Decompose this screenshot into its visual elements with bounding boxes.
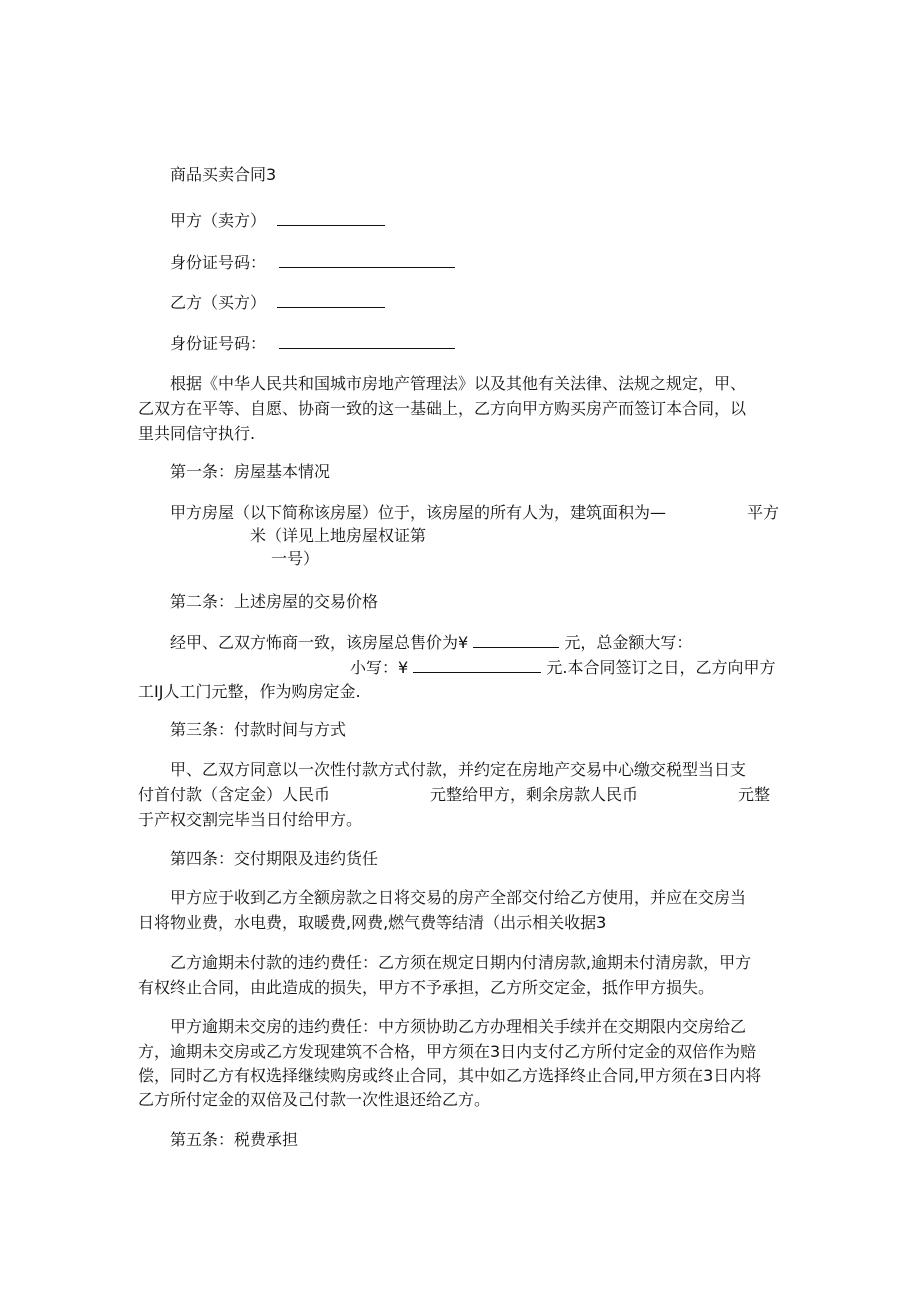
- id-b-label: 身份证号码：: [170, 334, 267, 353]
- article4-para1-line: 甲方应于收到乙方全额房款之日将交易的房产全部交付给乙方使用，并应在交房当: [170, 888, 747, 907]
- party-a-row: [170, 210, 385, 231]
- party-a-blank[interactable]: [277, 210, 385, 226]
- article4-para2-line: 乙方逾期未付款的违约费任：乙方须在规定日期内付清房款,逾期未付清房款，甲方: [170, 953, 752, 972]
- id-a-blank[interactable]: [279, 252, 455, 268]
- small-amount-blank[interactable]: [413, 657, 541, 673]
- id-a-label: 身份证号码：: [170, 253, 267, 272]
- article3-line: 元整给甲方，剩余房款人民币: [430, 785, 639, 804]
- preamble-line: 根据《中华人民共和国城市房地产管理法》以及其他有关法律、法规之规定，甲、: [170, 374, 747, 393]
- preamble-line: 乙双方在平等、自愿、协商一致的这一基础上，乙方向甲方购买房产而签订本合同，以: [138, 399, 747, 418]
- total-price-blank[interactable]: [473, 632, 559, 648]
- id-b-row: [170, 333, 455, 354]
- article3-line: 于产权交割完毕当日付给甲方。: [138, 810, 363, 829]
- article4-para2-line: 有权终止合同，由此造成的损失，甲方不予承担，乙方所交定金，抵作甲方损失。: [138, 978, 715, 997]
- article2-line: [170, 632, 692, 653]
- article1-line-end: 平方: [747, 503, 780, 522]
- article3-line: 付首付款（含定金）人民币: [138, 785, 331, 804]
- article1-line: 甲方房屋（以下简称该房屋）位于，该房屋的所有人为，建筑面积为—: [170, 503, 667, 522]
- party-b-label: 乙方（买方）: [170, 293, 267, 312]
- article3-line: 甲、乙双方同意以一次性付款方式付款，并约定在房地产交易中心缴交税型当日支: [170, 760, 747, 779]
- article1-line: 一号）: [271, 549, 320, 568]
- article4-para3-line: 偿，同时乙方有权选择继续购房或终止合同，其中如乙方选择终止合同,甲方须在3日内将: [138, 1066, 762, 1085]
- article2-line: [350, 657, 775, 678]
- article4-para3-line: 甲方逾期未交房的违约费任：中方须协助乙方办理相关手续并在交期限内交房给乙: [170, 1017, 747, 1036]
- article2-line: 工IJ人工门元整，作为购房定金.: [138, 682, 361, 701]
- document-title: 商品买卖合同3: [170, 165, 277, 184]
- preamble-line: 里共同信守执行.: [138, 424, 256, 443]
- article2-heading: 第二条：上述房屋的交易价格: [170, 592, 379, 611]
- party-b-blank[interactable]: [277, 292, 385, 308]
- article4-para3-line: 乙方所付定金的双倍及己付款一次性退还给乙方。: [138, 1090, 491, 1109]
- id-b-blank[interactable]: [279, 333, 455, 349]
- article1-heading: 第一条：房屋基本情况: [170, 462, 331, 481]
- article4-para3-line: 方，逾期未交房或乙方发现建筑不合格，甲方须在3日内支付乙方所付定金的双倍作为赔: [138, 1042, 757, 1061]
- party-a-label: 甲方（卖方）: [170, 211, 267, 230]
- article2-deposit-text: 元.本合同签订之日，乙方向甲方: [546, 658, 776, 677]
- party-b-row: [170, 292, 385, 313]
- article4-para1-line: 日将物业费，水电费，取暖费,网费,燃气费等结清（出示相关收据3: [138, 913, 607, 932]
- article2-total-amount-label: 元，总金额大写：: [564, 633, 693, 652]
- article2-small-label: 小写：¥: [350, 658, 409, 677]
- article5-heading: 第五条：税费承担: [170, 1130, 299, 1149]
- article1-line: 米（详见上地房屋权证第: [250, 526, 427, 545]
- article3-heading: 第三条：付款时间与方式: [170, 720, 347, 739]
- article2-total-price-label: 经甲、乙双方怖商一致，该房屋总售价为¥: [170, 633, 469, 652]
- article4-heading: 第四条：交付期限及违约货任: [170, 849, 379, 868]
- article3-line: 元整: [738, 785, 771, 804]
- id-a-row: [170, 252, 455, 273]
